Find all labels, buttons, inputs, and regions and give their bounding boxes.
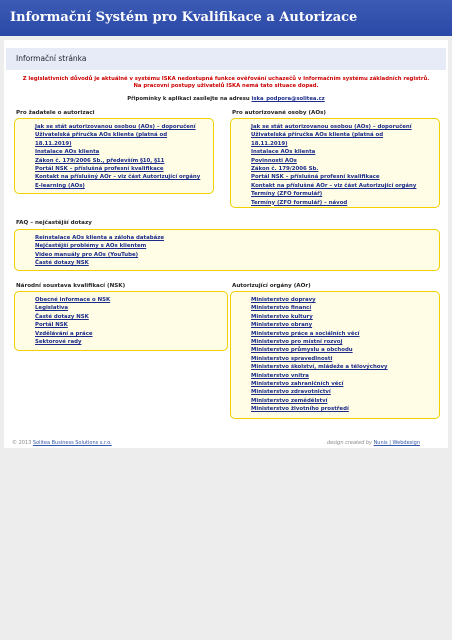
authorized-link[interactable]: Kontakt na příslušné AOr – viz část Autorizující orgány [251, 182, 417, 189]
aor-link[interactable]: Ministerstvo zahraničních věcí [251, 381, 344, 388]
applicants-list [35, 123, 200, 190]
feedback-text: Připomínky k aplikaci zasílejte na adresu [127, 96, 250, 102]
design-text: design created by [326, 440, 372, 446]
nsk-box [14, 291, 228, 351]
nsk-list [35, 296, 110, 346]
aor-link[interactable]: Ministerstvo spravedlnosti [251, 355, 333, 362]
authorized-link[interactable]: Termíny (ZFO formulář) [251, 191, 323, 198]
faq-link[interactable]: Časté dotazy NSK [35, 260, 89, 267]
faq-list [35, 234, 164, 268]
app-title: Informační Systém pro Kvalifikace a Autorizace [10, 10, 358, 25]
authorized-link[interactable]: Termíny (ZFO formulář) – návod [251, 199, 348, 206]
company-link[interactable]: Solitea Business Solutions s.r.o. [32, 440, 112, 446]
nsk-link[interactable]: Legislativa [35, 305, 69, 312]
faq-box [14, 229, 440, 271]
faq-link[interactable]: Reinstalace AOs klienta a záloha databáze [35, 235, 165, 241]
aor-link[interactable]: Ministerstvo dopravy [251, 297, 316, 303]
authorized-link[interactable]: Instalace AOs klienta [251, 149, 316, 156]
applicants-link[interactable]: Instalace AOs klienta [35, 149, 100, 156]
footer-design [327, 440, 420, 446]
footer-copyright [12, 440, 112, 446]
applicants-link[interactable]: Jak se stát autorizovanou osobou (AOs) – doporučení [35, 124, 196, 130]
copyright-text: © 2013 [12, 440, 32, 446]
nsk-link[interactable]: Sektorové rady [35, 339, 82, 346]
notice-line-2: Na pracovní postupy uživatelů ISKA nemá tato situace dopad. [133, 83, 319, 89]
aor-link[interactable]: Ministerstvo financí [251, 305, 312, 312]
aor-link[interactable]: Ministerstvo pro místní rozvoj [251, 339, 343, 346]
support-email-link[interactable]: iska_podpora@solitea.cz [251, 96, 325, 102]
faq-link[interactable]: Nejčastější problémy s AOs klientem [35, 243, 147, 250]
design-link[interactable]: Nunis | Webdesign [373, 440, 420, 446]
authorized-list [251, 123, 416, 207]
applicants-link[interactable]: Uživatelská příručka AOs klienta (platná od [35, 132, 168, 139]
nsk-link[interactable]: Portál NSK [35, 322, 68, 329]
nsk-heading: Národní soustava kvalifikací (NSK) [16, 283, 126, 289]
aor-link[interactable]: Ministerstvo školství, mládeže a tělovýchovy [251, 364, 388, 371]
aor-link[interactable]: Ministerstvo zdravotnictví [251, 389, 331, 396]
authorized-heading: Pro autorizované osoby (AOs) [232, 110, 326, 116]
authorized-link[interactable]: Povinnosti AOs [251, 157, 297, 164]
nsk-link[interactable]: Obecné informace o NSK [35, 297, 111, 303]
authorized-link[interactable]: Uživatelská příručka AOs klienta (platná od [251, 132, 384, 139]
applicants-heading: Pro žadatele o autorizaci [16, 110, 95, 116]
authorized-link[interactable]: 18.11.2019) [251, 140, 288, 147]
aor-box [230, 291, 440, 419]
aor-link[interactable]: Ministerstvo zemědělství [251, 397, 328, 404]
app-header [0, 0, 452, 36]
aor-link[interactable]: Ministerstvo obrany [251, 322, 313, 329]
authorized-box [230, 118, 440, 208]
aor-link[interactable]: Ministerstvo vnitra [251, 372, 309, 379]
faq-link[interactable]: Video manuály pro AOs (YouTube) [35, 251, 139, 258]
applicants-link[interactable]: 18.11.2019) [35, 140, 72, 147]
faq-heading: FAQ – nejčastější dotazy [16, 220, 92, 226]
aor-link[interactable]: Ministerstvo průmyslu a obchodu [251, 347, 353, 354]
aor-link[interactable]: Ministerstvo životního prostředí [251, 406, 349, 413]
applicants-link[interactable]: Portál NSK – příslušná profesní kvalifikace [35, 166, 164, 173]
aor-link[interactable]: Ministerstvo kultury [251, 313, 313, 320]
feedback-line [4, 96, 448, 102]
authorized-link[interactable]: Portál NSK – příslušná profesní kvalifikace [251, 174, 380, 181]
authorized-link[interactable]: Zákon č. 179/2006 Sb. [251, 166, 319, 173]
nsk-link[interactable]: Vzdělávání a práce [35, 330, 93, 337]
applicants-link[interactable]: Zákon č. 179/2006 Sb., především §10, §11 [35, 157, 165, 164]
aor-heading: Autorizující orgány (AOr) [232, 283, 311, 289]
aor-list [251, 296, 388, 414]
applicants-box [14, 118, 214, 194]
aor-link[interactable]: Ministerstvo práce a sociálních věcí [251, 330, 360, 337]
main-page [4, 40, 448, 448]
page-title-bar [6, 48, 446, 70]
authorized-link[interactable]: Jak se stát autorizovanou osobou (AOs) – doporučení [251, 124, 412, 130]
nsk-link[interactable]: Časté dotazy NSK [35, 313, 89, 320]
applicants-link[interactable]: E-learning (AOs) [35, 182, 85, 189]
notice-line-1: Z legislativních důvodů je aktuálně v systému ISKA nedostupná funkce ověřování uchazečů v Informačním systému základních registrů. [22, 76, 430, 82]
page-title: Informační stránka [16, 54, 87, 63]
applicants-link[interactable]: Kontakt na příslušný AOr – viz část Autorizující orgány [35, 174, 201, 181]
